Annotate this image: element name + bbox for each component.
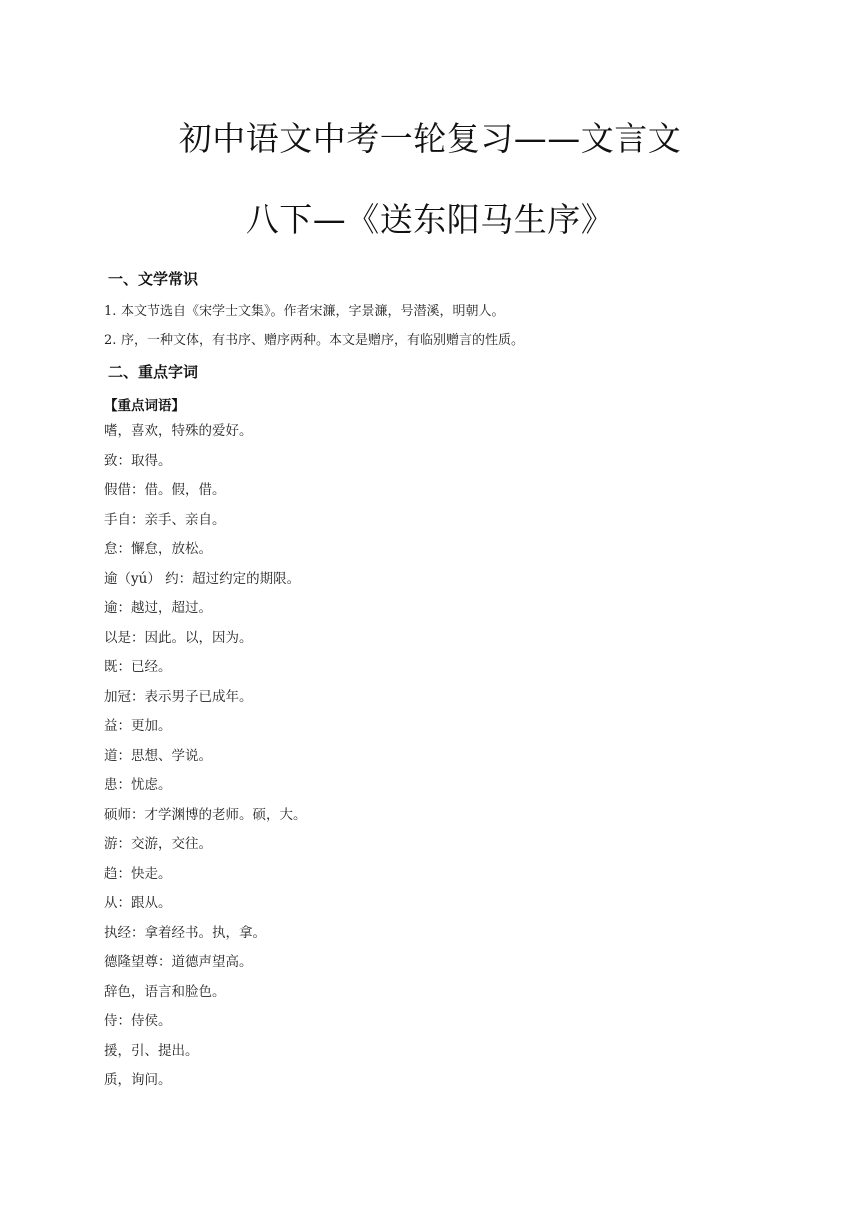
list-item-number: 2. — [104, 333, 117, 348]
term-item: 假借：借。假，借。 — [104, 482, 226, 498]
term-item: 侍：侍侯。 — [104, 1013, 172, 1029]
term-item: 辞色，语言和脸色。 — [104, 983, 226, 1000]
term-item: 既：已经。 — [104, 659, 172, 675]
term-item: 逾：越过，超过。 — [104, 600, 212, 616]
term-item: 道：思想、学说。 — [104, 747, 212, 764]
term-item: 逾（yú） 约：超过约定的期限。 — [104, 570, 301, 587]
term-item: 嗜，喜欢，特殊的爱好。 — [104, 423, 253, 439]
document-subtitle: 八下—《送东阳马生序》 — [245, 200, 615, 239]
list-item-number: 1. — [104, 304, 117, 319]
term-list — [104, 421, 307, 1100]
section-heading-key-words: 二、重点字词 — [108, 363, 199, 381]
list-item — [104, 329, 524, 348]
term-item: 益：更加。 — [104, 718, 172, 734]
subheading-key-terms: 【重点词语】 — [104, 398, 185, 414]
list-item-text: 本文节选自《宋学士文集》。作者宋濂，字景濂，号潜溪，明朝人。 — [121, 304, 505, 319]
term-item: 质，询问。 — [104, 1072, 172, 1088]
term-item: 手自：亲手、亲自。 — [104, 511, 226, 528]
term-item: 援，引、提出。 — [104, 1042, 199, 1059]
section-heading-literary-knowledge: 一、文学常识 — [108, 270, 199, 288]
term-item: 怠：懈怠，放松。 — [104, 541, 212, 557]
term-item: 德隆望尊：道德声望高。 — [104, 954, 253, 970]
list-item — [104, 300, 505, 319]
term-item: 加冠：表示男子已成年。 — [104, 688, 253, 705]
term-item: 以是：因此。以，因为。 — [104, 629, 253, 646]
document-title: 初中语文中考一轮复习——文言文 — [178, 119, 682, 158]
term-item: 执经：拿着经书。执，拿。 — [104, 924, 266, 941]
term-item: 趋：快走。 — [104, 865, 172, 882]
term-item: 硕师：才学渊博的老师。硕，大。 — [104, 806, 307, 823]
term-item: 致：取得。 — [104, 452, 172, 469]
term-item: 从：跟从。 — [104, 895, 172, 911]
term-item: 患：忧虑。 — [104, 777, 172, 793]
list-item-text: 序，一种文体，有书序、赠序两种。本文是赠序，有临别赠言的性质。 — [121, 333, 525, 348]
term-item: 游：交游，交往。 — [104, 836, 212, 852]
